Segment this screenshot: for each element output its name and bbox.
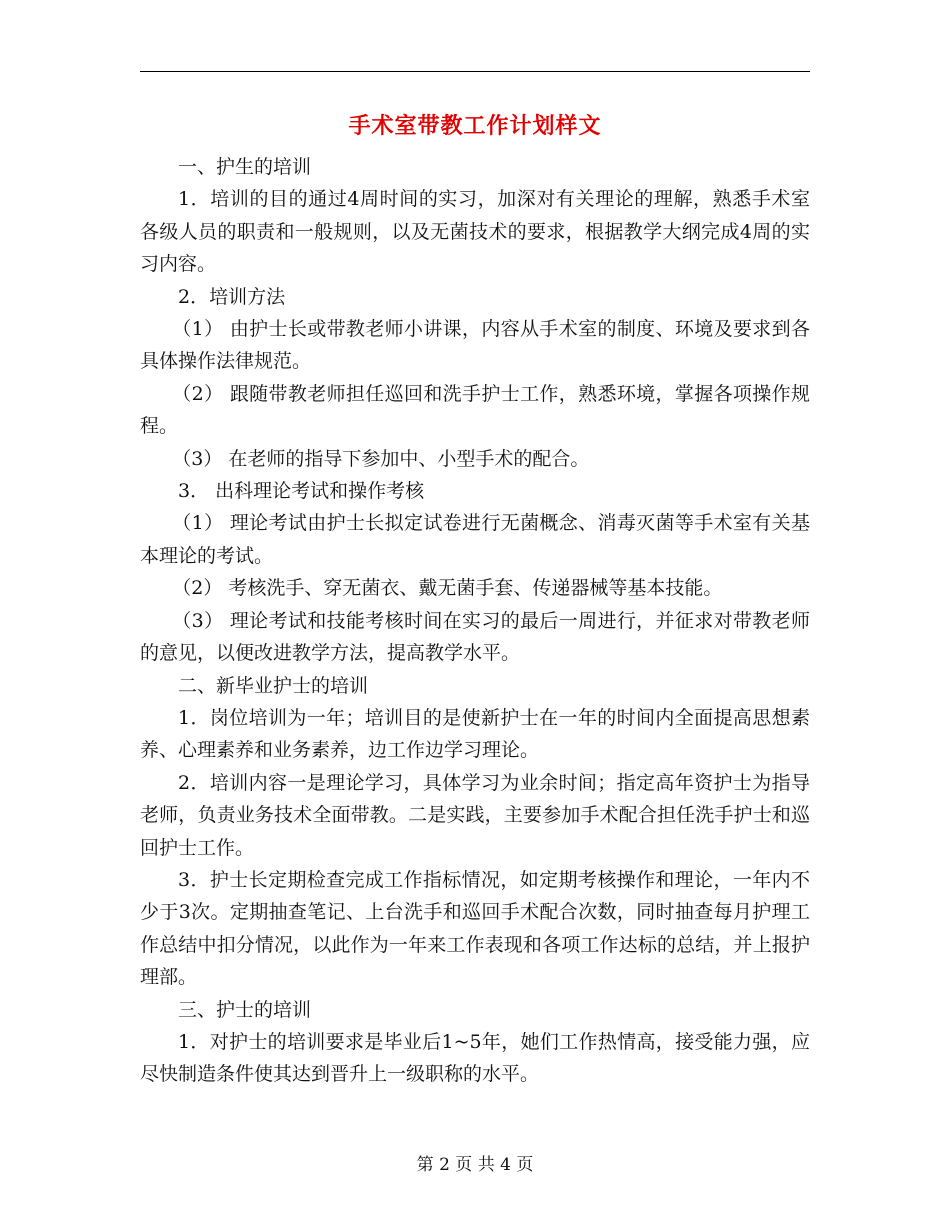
paragraph: 2．培训方法 [178, 285, 286, 308]
header-rule [140, 71, 810, 72]
paragraph: （1） 理论考试由护士长拟定试卷进行无菌概念、消毒灭菌等手术室有关基本理论的考试。 [140, 512, 810, 567]
paragraph: （3） 理论考试和技能考核时间在实习的最后一周进行，并征求对带教老师的意见，以便改进教学方法，提高教学水平。 [140, 609, 810, 665]
paragraph: 1．岗位培训为一年；培训目的是使新护士在一年的时间内全面提高思想素养、心理素养和业务素养，边工作边学习理论。 [140, 706, 810, 762]
paragraph: 1．培训的目的通过4周时间的实习，加深对有关理论的理解，熟悉手术室各级人员的职责和一般规则，以及无菌技术的要求，根据教学大纲完成4周的实习内容。 [140, 188, 810, 276]
paragraph: （2） 考核洗手、穿无菌衣、戴无菌手套、传递器械等基本技能。 [172, 577, 723, 600]
document-body [140, 151, 810, 1091]
document-title: 手术室带教工作计划样文 [348, 113, 602, 139]
paragraph: 2．培训内容一是理论学习，具体学习为业余时间；指定高年资护士为指导老师，负责业务技术全面带教。二是实践，主要参加手术配合担任洗手护士和巡回护士工作。 [140, 771, 810, 859]
section-heading-3: 三、护士的培训 [178, 998, 312, 1021]
paragraph: 3．护士长定期检查完成工作指标情况，如定期考核操作和理论，一年内不少于3次。定期抽查笔记、上台洗手和巡回手术配合次数，同时抽查每月护理工作总结中扣分情况，以此作为一年来工作表现和各项工作达标的总结，并上报护理部。 [140, 868, 810, 989]
section-heading-2: 二、新毕业护士的培训 [178, 674, 369, 697]
paragraph: 1．对护士的培训要求是毕业后1~5年，她们工作热情高，接受能力强，应尽快制造条件使其达到晋升上一级职称的水平。 [140, 1030, 810, 1086]
paragraph: （2） 跟随带教老师担任巡回和洗手护士工作，熟悉环境，掌握各项操作规程。 [140, 382, 810, 438]
page-footer: 第 2 页 共 4 页 [416, 1155, 534, 1175]
paragraph: （1） 由护士长或带教老师小讲课，内容从手术室的制度、环境及要求到各具体操作法律规范。 [140, 318, 810, 373]
paragraph: 3． 出科理论考试和操作考核 [178, 480, 425, 503]
paragraph: （3） 在老师的指导下参加中、小型手术的配合。 [172, 447, 590, 470]
section-heading-1: 一、护生的培训 [178, 156, 312, 178]
